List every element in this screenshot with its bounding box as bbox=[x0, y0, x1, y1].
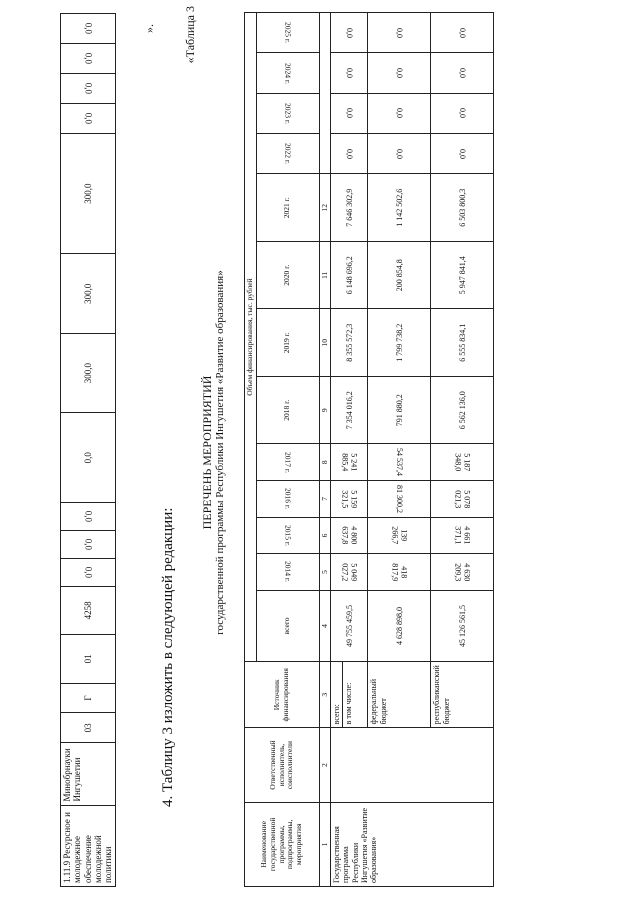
executor-cell bbox=[331, 728, 494, 802]
closing-quote: ». bbox=[142, 24, 156, 33]
header-year: 2015 г. bbox=[256, 517, 319, 554]
header-year: 2021 г. bbox=[256, 174, 319, 242]
value-cell: 139 266,7 bbox=[368, 517, 431, 554]
column-number: 11 bbox=[319, 241, 331, 309]
value-cell: 0,0 bbox=[61, 44, 116, 74]
header-year: 2016 г. bbox=[256, 481, 319, 518]
value-cell: 418 817,9 bbox=[368, 554, 431, 591]
table-label: «Таблица 3 bbox=[183, 6, 197, 64]
activity-executor: Минобрнауки Ингушетии bbox=[61, 743, 116, 805]
code-cell: 4258 bbox=[61, 586, 116, 634]
column-number: 8 bbox=[319, 444, 331, 481]
previous-table-row bbox=[60, 13, 116, 887]
code-cell: Г bbox=[61, 683, 116, 713]
value-cell: 7 354 016,2 bbox=[331, 376, 368, 444]
header-year: 2023 г. bbox=[256, 93, 319, 133]
value-cell: 81 300,2 bbox=[368, 481, 431, 518]
value-cell: 5 049 027,2 bbox=[331, 554, 368, 591]
value-cell: 0,0 bbox=[368, 53, 431, 93]
value-cell: 0,0 bbox=[61, 530, 116, 558]
value-cell: 300,0 bbox=[61, 333, 116, 412]
value-cell: 0,0 bbox=[368, 13, 431, 53]
header-year: 2018 г. bbox=[256, 376, 319, 444]
header-source: Источник финансирования bbox=[245, 662, 320, 728]
source-cell: всего: bbox=[331, 662, 343, 728]
value-cell: 0,0 bbox=[431, 134, 494, 174]
column-number: 2 bbox=[319, 728, 331, 802]
column-number: 4 bbox=[319, 590, 331, 661]
value-cell: 0,0 bbox=[331, 53, 368, 93]
value-cell: 5 187 348,0 bbox=[431, 444, 494, 481]
program-name: Государственная программа Республики Ингушетия «Развитие образования» bbox=[331, 802, 494, 886]
empty-cell bbox=[319, 13, 331, 174]
header-year: 2022 г. bbox=[256, 134, 319, 174]
column-number: 1 bbox=[319, 802, 331, 886]
value-cell: 6 503 800,3 bbox=[431, 174, 494, 242]
value-cell: 300,0 bbox=[61, 254, 116, 333]
value-cell: 6 555 834,1 bbox=[431, 309, 494, 377]
value-cell: 1 799 738,2 bbox=[368, 309, 431, 377]
value-cell: 0,0 bbox=[61, 103, 116, 133]
value-cell: 5 241 885,4 bbox=[331, 444, 368, 481]
activity-name: 1.11.9 Ресурсное и молодежное обеспечение молодежной политики bbox=[61, 805, 116, 886]
section-heading: 4. Таблицу 3 изложить в следующей редакции: bbox=[160, 507, 176, 807]
value-cell: 6 148 696,2 bbox=[331, 241, 368, 309]
column-number: 10 bbox=[319, 309, 331, 377]
column-number: 5 bbox=[319, 554, 331, 591]
header-year: 2019 г. bbox=[256, 309, 319, 377]
header-executor: Ответственный исполнитель, соисполнители bbox=[245, 728, 320, 802]
table-title: ПЕРЕЧЕНЬ МЕРОПРИЯТИЙ bbox=[200, 375, 214, 530]
value-cell: 4 630 209,3 bbox=[431, 554, 494, 591]
header-year: 2014 г. bbox=[256, 554, 319, 591]
value-cell: 6 562 136,0 bbox=[431, 376, 494, 444]
total-cell: 4 628 898,0 bbox=[368, 590, 431, 661]
value-cell: 300,0 bbox=[61, 133, 116, 254]
value-cell: 1 142 502,6 bbox=[368, 174, 431, 242]
column-number: 12 bbox=[319, 174, 331, 242]
header-total: всего bbox=[256, 590, 319, 661]
total-cell: 45 126 561,5 bbox=[431, 590, 494, 661]
value-cell: 0,0 bbox=[331, 93, 368, 133]
value-cell: 4 800 637,8 bbox=[331, 517, 368, 554]
header-year: 2017 г. bbox=[256, 444, 319, 481]
total-cell: 49 755 459,5 bbox=[331, 590, 368, 661]
source-cell: республиканский бюджет bbox=[431, 662, 494, 728]
value-cell: 54 537,4 bbox=[368, 444, 431, 481]
header-funding: Объем финансирования, тыс. рублей bbox=[245, 13, 257, 662]
value-cell: 8 355 572,3 bbox=[331, 309, 368, 377]
header-year: 2025 г. bbox=[256, 13, 319, 53]
value-cell: 5 078 021,3 bbox=[431, 481, 494, 518]
activities-table bbox=[244, 12, 494, 887]
value-cell: 7 646 302,9 bbox=[331, 174, 368, 242]
value-cell: 5 159 321,5 bbox=[331, 481, 368, 518]
code-cell: 03 bbox=[61, 713, 116, 743]
source-cell: в том числе: bbox=[343, 662, 368, 728]
column-number: 6 bbox=[319, 517, 331, 554]
table-subtitle: государственной программы Республики Ингушетия «Развитие образования» bbox=[214, 270, 226, 635]
column-number: 7 bbox=[319, 481, 331, 518]
value-cell: 0,0 bbox=[431, 13, 494, 53]
value-cell: 0,0 bbox=[61, 73, 116, 103]
source-cell: федеральный бюджет bbox=[368, 662, 431, 728]
value-cell: 0,0 bbox=[61, 558, 116, 586]
code-cell: 01 bbox=[61, 635, 116, 683]
value-cell: 0,0 bbox=[61, 14, 116, 44]
value-cell: 0,0 bbox=[431, 93, 494, 133]
value-cell: 0,0 bbox=[61, 413, 116, 503]
value-cell: 0,0 bbox=[331, 13, 368, 53]
column-number: 3 bbox=[319, 662, 331, 728]
header-year: 2020 г. bbox=[256, 241, 319, 309]
value-cell: 0,0 bbox=[368, 134, 431, 174]
value-cell: 4 661 371,1 bbox=[431, 517, 494, 554]
value-cell: 5 947 841,4 bbox=[431, 241, 494, 309]
header-year: 2024 г. bbox=[256, 53, 319, 93]
value-cell: 0,0 bbox=[431, 53, 494, 93]
value-cell: 791 880,2 bbox=[368, 376, 431, 444]
value-cell: 0,0 bbox=[61, 503, 116, 531]
column-number: 9 bbox=[319, 376, 331, 444]
value-cell: 200 854,8 bbox=[368, 241, 431, 309]
value-cell: 0,0 bbox=[368, 93, 431, 133]
value-cell: 0,0 bbox=[331, 134, 368, 174]
header-name: Наименование государственной программы, подпрограммы, мероприятия bbox=[245, 802, 320, 886]
